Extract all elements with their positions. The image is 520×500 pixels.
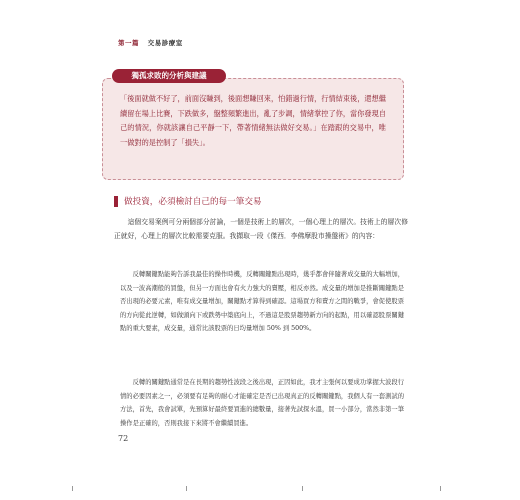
section-marker: [114, 196, 118, 207]
quote-paragraph-2: 反轉的關鍵點通常是在長期的趨勢性波段之後出現，正因如此，我才主張何以要成功掌握大波段行情的必要因素之一，必須要有足夠的耐心才能確定是否已出現真正的反轉關鍵點，我個人有一套測試的方法，首先，我會試單，先預算好最終要買進的總數量，接著先試探水溫，買一小部分，當然非第一筆操作是正確的，否則我接下來將不會繼續買進。: [120, 379, 404, 427]
intro-paragraph: 這個交易案例可分兩個部分討論，一個是技術上的層次，一個心理上的層次。技術上的層次修正就好，心理上的層次比較需要克服。我擷取一段《傑西．李佛摩股市操盤術》的內容：: [114, 218, 408, 240]
chapter-title: 交易診療室: [147, 39, 183, 47]
crop-mark: [72, 486, 73, 491]
advice-box-text: 「後面就做不好了，前面沒賺到，後面想賺回來，怕錯過行情，行情結束後，還想繼續留在場上比賽，下跌做多，盤整頻繁進出，亂了步調，情緒掌控了你，當你發現自己的情況，你就該讓自己平靜一下，帶著情緒無法做好交易。」在踏跟的交易中，唯一做對的是控制了「損失」。: [120, 94, 386, 147]
crop-mark: [440, 486, 441, 491]
chapter-label: 第一篇: [118, 39, 139, 47]
running-header: [118, 38, 183, 47]
page-number: 72: [118, 434, 129, 443]
quote-paragraph-1: 反轉關鍵點能夠告訴我最佳的操作時機，反轉關鍵點出現時，幾乎都會伴隨著成交量的大幅增加，以及一波高潮般的買盤，但另一方面也會有火力強大的賣壓，相反亦然。成交量的增加是推斷關鍵點是否出現的必要元素，唯有成交量增加，關鍵點才算得到確認。這場買方和賣方之間的戰爭，會促使股票的方向從此逆轉，如做頭向下或跌勢中築底向上，不過這是股票趨勢新方向的起點，用以確認股票關鍵點的重大要素，成交量，通常比該股票的日均量增加 50% 到 500%。: [120, 271, 404, 332]
advice-box-tag: 獨孤求敗的分析與建議: [112, 69, 226, 83]
crop-mark: [302, 486, 303, 491]
section-title: 做投資，必須檢討自己的每一筆交易: [124, 197, 262, 207]
crop-mark: [186, 486, 187, 491]
